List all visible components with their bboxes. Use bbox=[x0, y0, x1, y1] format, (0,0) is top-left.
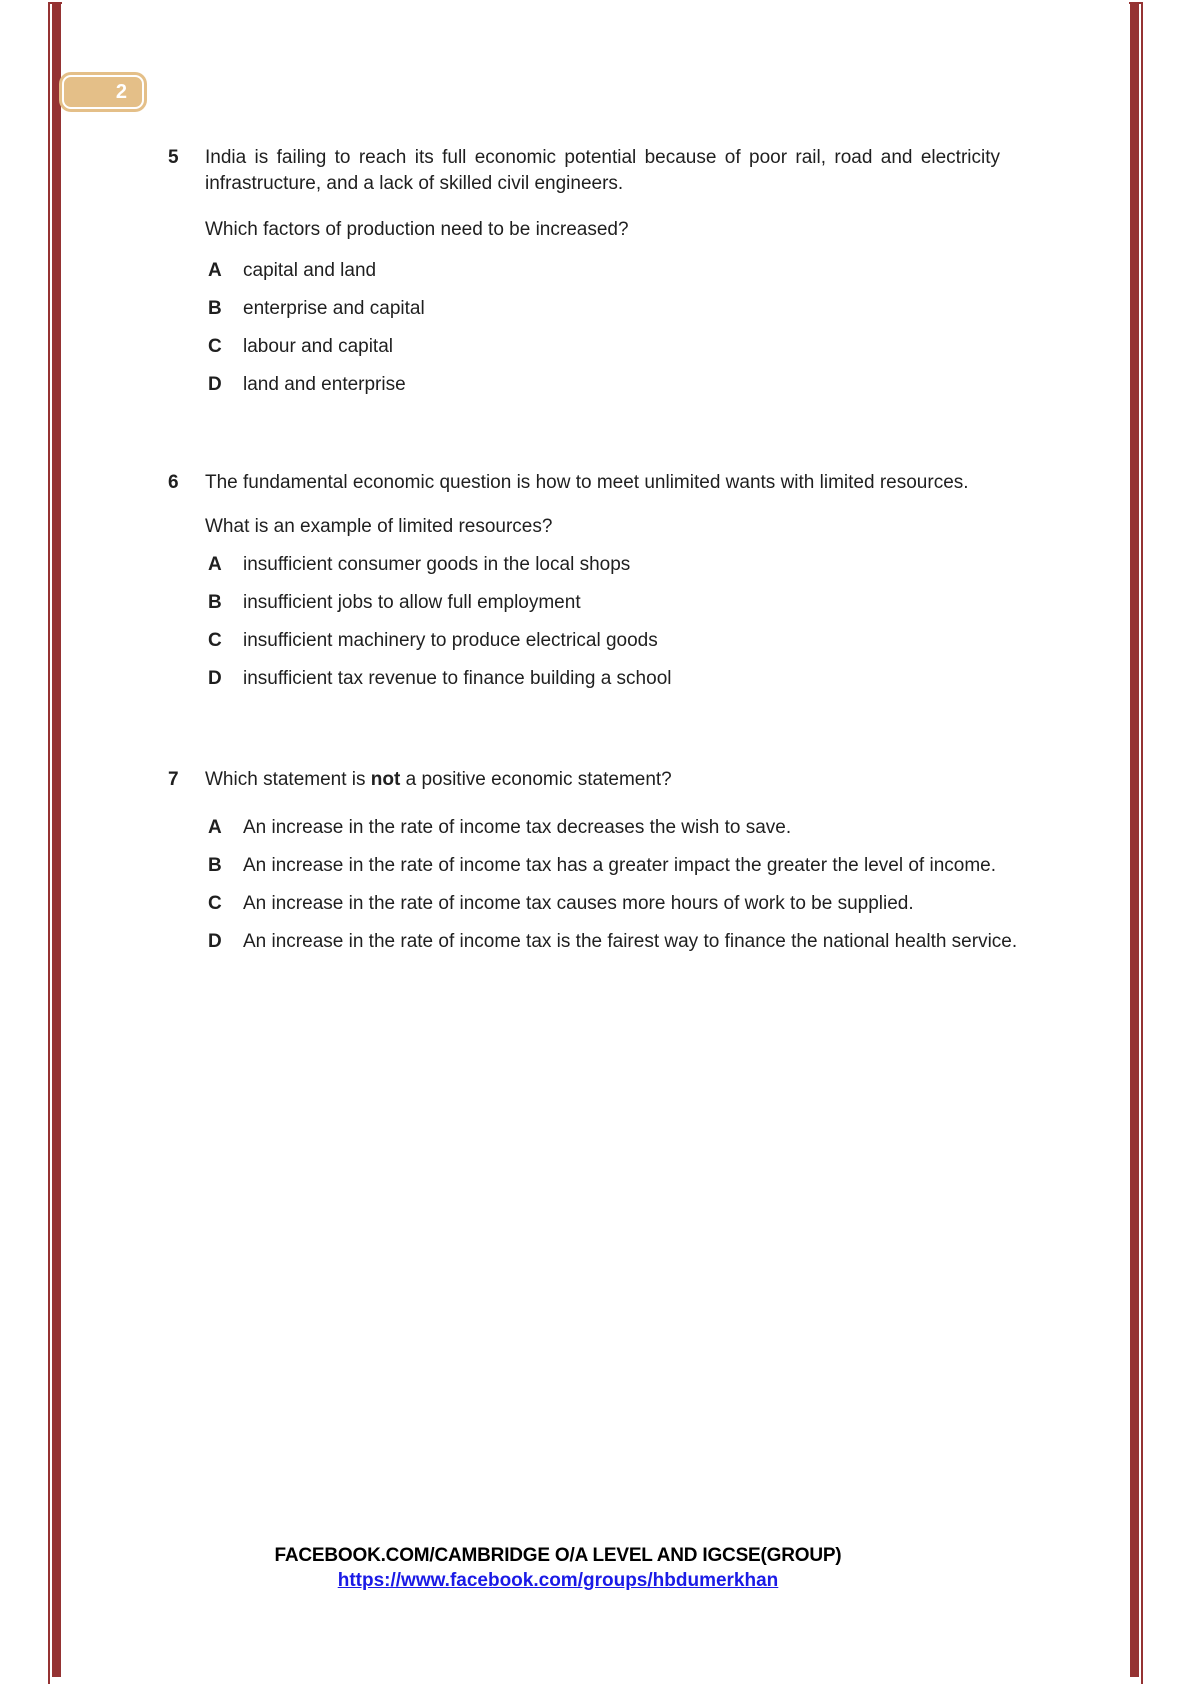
page-border-right-thick bbox=[1130, 4, 1139, 1677]
option-row bbox=[208, 853, 1018, 879]
page-border-right-thin bbox=[1141, 2, 1143, 1684]
option-row bbox=[208, 552, 1018, 578]
question-7-stem bbox=[205, 767, 1018, 793]
footer-group-link[interactable]: https://www.facebook.com/groups/hbdumerkhan bbox=[337, 1570, 779, 1591]
option-row bbox=[208, 296, 1018, 322]
question-7-stem-post: a positive economic statement? bbox=[400, 769, 672, 790]
questions-column bbox=[168, 145, 1018, 955]
option-text: capital and land bbox=[243, 260, 377, 281]
question-6-stem: The fundamental economic question is how to meet unlimited wants with limited resources. bbox=[205, 472, 969, 493]
option-text: enterprise and capital bbox=[243, 298, 425, 319]
option-letter: A bbox=[208, 554, 222, 575]
question-7-stem-emphasis: not bbox=[370, 769, 401, 790]
option-text: insufficient consumer goods in the local shops bbox=[243, 554, 631, 575]
option-text: An increase in the rate of income tax has a greater impact the greater the level of income. bbox=[243, 855, 997, 876]
question-5-stem-line-2: infrastructure, and a lack of skilled civil engineers. bbox=[205, 173, 624, 194]
option-text: insufficient tax revenue to finance building a school bbox=[243, 668, 672, 689]
question-6-prompt: What is an example of limited resources? bbox=[205, 516, 553, 537]
option-letter: D bbox=[208, 374, 222, 395]
option-text: An increase in the rate of income tax decreases the wish to save. bbox=[243, 817, 792, 838]
option-letter: B bbox=[208, 298, 222, 319]
option-text: land and enterprise bbox=[243, 374, 406, 395]
option-text: insufficient machinery to produce electrical goods bbox=[243, 630, 658, 651]
question-6-number: 6 bbox=[168, 472, 179, 493]
option-text: insufficient jobs to allow full employment bbox=[243, 592, 581, 613]
page-number-badge bbox=[59, 72, 147, 112]
option-text: An increase in the rate of income tax is the fairest way to finance the national health service. bbox=[243, 931, 1018, 952]
option-row bbox=[208, 628, 1018, 654]
question-6 bbox=[168, 470, 1018, 692]
option-letter: A bbox=[208, 817, 222, 838]
option-letter: C bbox=[208, 336, 222, 357]
option-row bbox=[208, 590, 1018, 616]
question-5-stem-line-1: India is failing to reach its full economic potential because of poor rail, road and electricity bbox=[205, 147, 1000, 168]
option-row bbox=[208, 929, 1018, 955]
page-number: 2 bbox=[115, 81, 127, 103]
question-7-stem-pre: Which statement is bbox=[205, 769, 371, 790]
question-5 bbox=[168, 145, 1018, 398]
option-letter: C bbox=[208, 630, 222, 651]
option-row bbox=[208, 334, 1018, 360]
page-border-left-thick bbox=[52, 4, 61, 1677]
footer-group-title: FACEBOOK.COM/CAMBRIDGE O/A LEVEL AND IGCSE(GROUP) bbox=[274, 1545, 842, 1566]
page-border-left-thin bbox=[48, 2, 50, 1684]
option-row bbox=[208, 258, 1018, 284]
question-7-options bbox=[205, 815, 1018, 955]
option-row bbox=[208, 815, 1018, 841]
question-5-number: 5 bbox=[168, 147, 179, 168]
question-7 bbox=[168, 767, 1018, 955]
option-letter: A bbox=[208, 260, 222, 281]
option-row bbox=[208, 666, 1018, 692]
option-letter: B bbox=[208, 855, 222, 876]
question-5-prompt: Which factors of production need to be increased? bbox=[205, 219, 629, 240]
page-footer bbox=[168, 1545, 948, 1592]
option-letter: B bbox=[208, 592, 222, 613]
option-row bbox=[208, 372, 1018, 398]
question-6-options bbox=[205, 552, 1018, 692]
question-7-number: 7 bbox=[168, 769, 179, 790]
question-5-options bbox=[205, 258, 1018, 398]
option-letter: C bbox=[208, 893, 222, 914]
option-letter: D bbox=[208, 668, 222, 689]
option-row bbox=[208, 891, 1018, 917]
option-letter: D bbox=[208, 931, 222, 952]
option-text: An increase in the rate of income tax causes more hours of work to be supplied. bbox=[243, 893, 914, 914]
option-text: labour and capital bbox=[243, 336, 393, 357]
